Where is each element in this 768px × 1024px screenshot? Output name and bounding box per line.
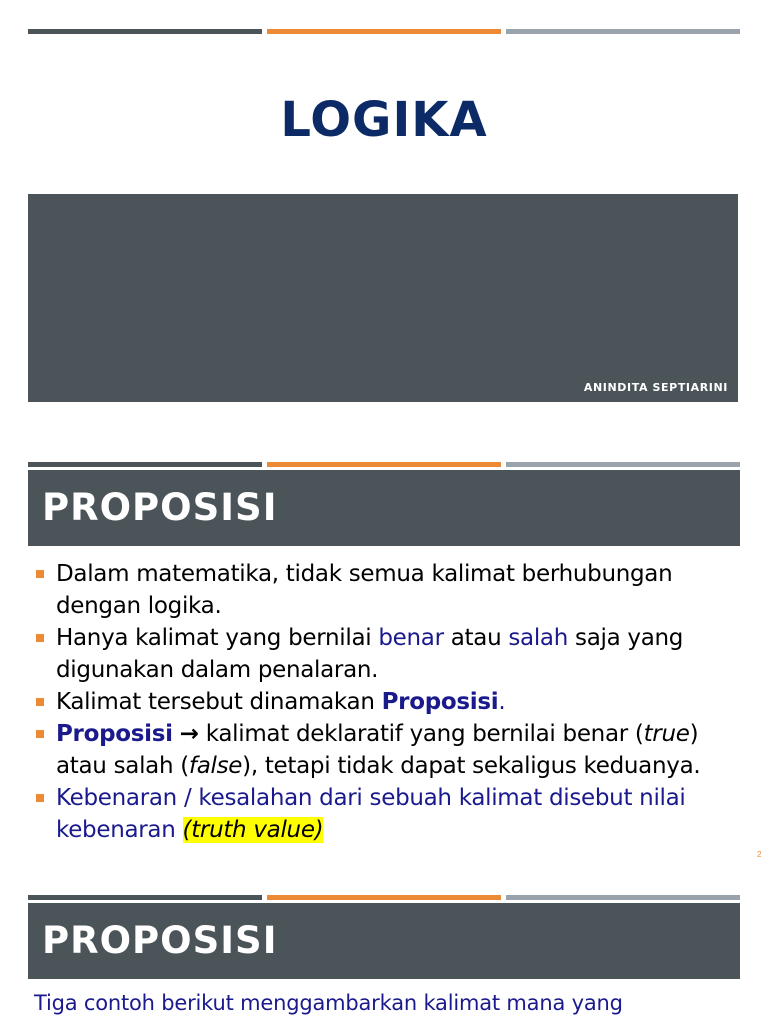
bullet-item — [34, 558, 734, 622]
bullet-text: . — [498, 689, 506, 715]
keyword-benar: benar — [378, 625, 444, 651]
bullet-text: ) atau salah ( — [56, 721, 699, 779]
author-name: ANINDITA SEPTIARINI — [583, 381, 728, 394]
slide2-stripe-orange — [267, 462, 501, 467]
slide-title: LOGIKA — [280, 92, 488, 148]
bullet-square-icon — [36, 730, 44, 738]
slide2-header — [28, 470, 740, 546]
bullet-item — [34, 718, 734, 782]
bullet-square-icon — [36, 634, 44, 642]
bullet-text: Kebenaran / kesalahan dari sebuah kalimat disebut nilai kebenaran — [56, 785, 686, 843]
slide2-stripe-dark — [28, 462, 262, 467]
bullet-item — [34, 782, 734, 846]
bullet-text: Dalam matematika, tidak semua kalimat berhubungan dengan logika. — [56, 561, 673, 619]
slide2-stripe-gray — [506, 462, 740, 467]
highlighted-truth-value: (truth value) — [182, 817, 324, 843]
slide3-stripe-gray — [506, 895, 740, 900]
term-proposisi: Proposisi — [56, 721, 173, 747]
top-stripe-gray — [506, 29, 740, 34]
cover-panel — [28, 194, 738, 402]
bullet-square-icon — [36, 698, 44, 706]
bullet-list — [34, 558, 734, 846]
bullet-square-icon — [36, 570, 44, 578]
slide3-header-title: PROPOSISI — [42, 919, 278, 962]
top-stripe-dark — [28, 29, 262, 34]
slide2-header-title: PROPOSISI — [42, 486, 278, 529]
page-number: 2 — [757, 850, 762, 859]
slide3-stripe-dark — [28, 895, 262, 900]
bullet-text: Hanya kalimat yang bernilai — [56, 625, 379, 651]
keyword-salah: salah — [508, 625, 568, 651]
bullet-item — [34, 622, 734, 686]
word-false: false — [188, 753, 243, 779]
word-true: true — [643, 721, 690, 747]
top-stripe-orange — [267, 29, 501, 34]
bullet-item — [34, 686, 734, 718]
arrow-right-icon: → — [179, 721, 199, 747]
slide3-stripe-orange — [267, 895, 501, 900]
slide3-header — [28, 903, 740, 979]
bullet-square-icon — [36, 794, 44, 802]
bullet-text: Kalimat tersebut dinamakan — [56, 689, 382, 715]
bullet-text: ), tetapi tidak dapat sekaligus keduanya. — [242, 753, 701, 779]
bullet-text: kalimat deklaratif yang bernilai benar ( — [198, 721, 644, 747]
bullet-text: atau — [443, 625, 509, 651]
bullet-text: saja yang digunakan dalam penalaran. — [56, 625, 684, 683]
term-proposisi: Proposisi — [381, 689, 499, 715]
slide3-intro-text: Tiga contoh berikut menggambarkan kalimat mana yang — [34, 991, 623, 1015]
